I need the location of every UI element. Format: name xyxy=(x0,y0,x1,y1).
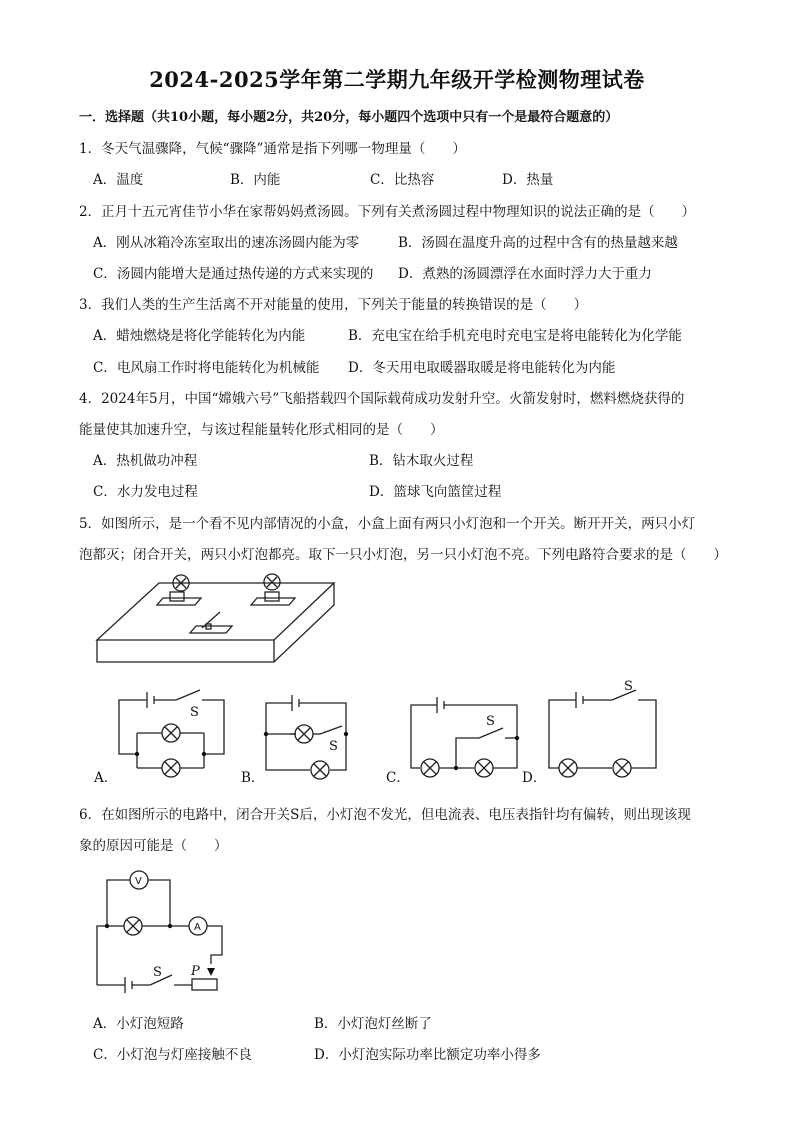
q5-label-d: D． xyxy=(522,770,547,786)
q3-option-d: D．冬天用电取暖器取暖是将电能转化为内能 xyxy=(348,360,616,376)
q3-option-b: B．充电宝在给手机充电时充电宝是将电能转化为化学能 xyxy=(348,328,682,344)
q6-stem-line1: 6．在如图所示的电路中，闭合开关S后，小灯泡不发光，但电流表、电压表指针均有偏转，则出现该现 xyxy=(79,807,691,823)
q1-option-a: A．温度 xyxy=(93,172,144,188)
circuit-b-switch-label: S xyxy=(329,739,338,754)
q4-option-a: A．热机做功冲程 xyxy=(93,453,198,469)
q2-stem: 2．正月十五元宵佳节小华在家帮妈妈煮汤圆。下列有关煮汤圆过程中物理知识的说法正确的是（ ） xyxy=(79,204,696,220)
q2-option-a: A．刚从冰箱冷冻室取出的速冻汤圆内能为零 xyxy=(93,235,360,251)
q4-option-d: D．篮球飞向篮筐过程 xyxy=(369,484,502,500)
q4-option-c: C．水力发电过程 xyxy=(93,484,198,500)
q2-option-c: C．汤圆内能增大是通过热传递的方式来实现的 xyxy=(93,266,374,282)
circuit-d-switch-label: S xyxy=(624,679,633,694)
voltmeter-label: V xyxy=(135,876,142,887)
circuit-a-switch-label: S xyxy=(190,705,199,720)
slider-label: P xyxy=(191,964,200,979)
q1-option-d: D．热量 xyxy=(502,172,554,188)
q1-option-b: B．内能 xyxy=(230,172,281,188)
q6-option-c: C．小灯泡与灯座接触不良 xyxy=(93,1047,252,1063)
q4-stem-line2: 能量使其加速升空，与该过程能量转化形式相同的是（ ） xyxy=(79,422,444,438)
q6-option-a: A．小灯泡短路 xyxy=(93,1016,184,1032)
q1-option-c: C．比热容 xyxy=(370,172,435,188)
q5-label-c: C． xyxy=(386,770,410,786)
q3-option-c: C．电风扇工作时将电能转化为机械能 xyxy=(93,360,320,376)
q2-option-b: B．汤圆在温度升高的过程中含有的热量越来越 xyxy=(398,235,678,251)
exam-title: 2024-2025学年第二学期九年级开学检测物理试卷 xyxy=(149,67,645,92)
q5-stem-line1: 5．如图所示，是一个看不见内部情况的小盒，小盒上面有两只小灯泡和一个开关。断开开关，两只小灯 xyxy=(79,516,696,532)
q4-stem-line1: 4．2024年5月，中国“嫦娥六号”飞船搭载四个国际载荷成功发射升空。火箭发射时，燃料燃烧获得的 xyxy=(79,391,685,407)
q6-option-d: D．小灯泡实际功率比额定功率小得多 xyxy=(314,1047,541,1063)
q2-option-d: D．煮熟的汤圆漂浮在水面时浮力大于重力 xyxy=(398,266,652,282)
q3-option-a: A．蜡烛燃烧是将化学能转化为内能 xyxy=(93,328,306,344)
ammeter-label: A xyxy=(194,922,201,933)
q5-label-b: B． xyxy=(241,770,265,786)
q3-stem: 3．我们人类的生产生活离不开对能量的使用，下列关于能量的转换错误的是（ ） xyxy=(79,297,588,313)
section-heading: 一．选择题（共10小题，每小题2分，共20分，每小题四个选项中只有一个是最符合题意的） xyxy=(79,110,619,125)
q4-option-b: B．钻木取火过程 xyxy=(369,453,474,469)
q1-stem: 1．冬天气温骤降，气候“骤降”通常是指下列哪一物理量（ ） xyxy=(79,141,466,157)
q5-label-a: A． xyxy=(94,770,118,786)
q6-switch-label: S xyxy=(153,965,162,980)
q5-stem-line2: 泡都灭；闭合开关，两只小灯泡都亮。取下一只小灯泡，另一只小灯泡不亮。下列电路符合要求的是（ ） xyxy=(79,547,727,563)
q6-option-b: B．小灯泡灯丝断了 xyxy=(314,1016,432,1032)
circuit-c-switch-label: S xyxy=(486,714,495,729)
q6-stem-line2: 象的原因可能是（ ） xyxy=(79,838,228,854)
